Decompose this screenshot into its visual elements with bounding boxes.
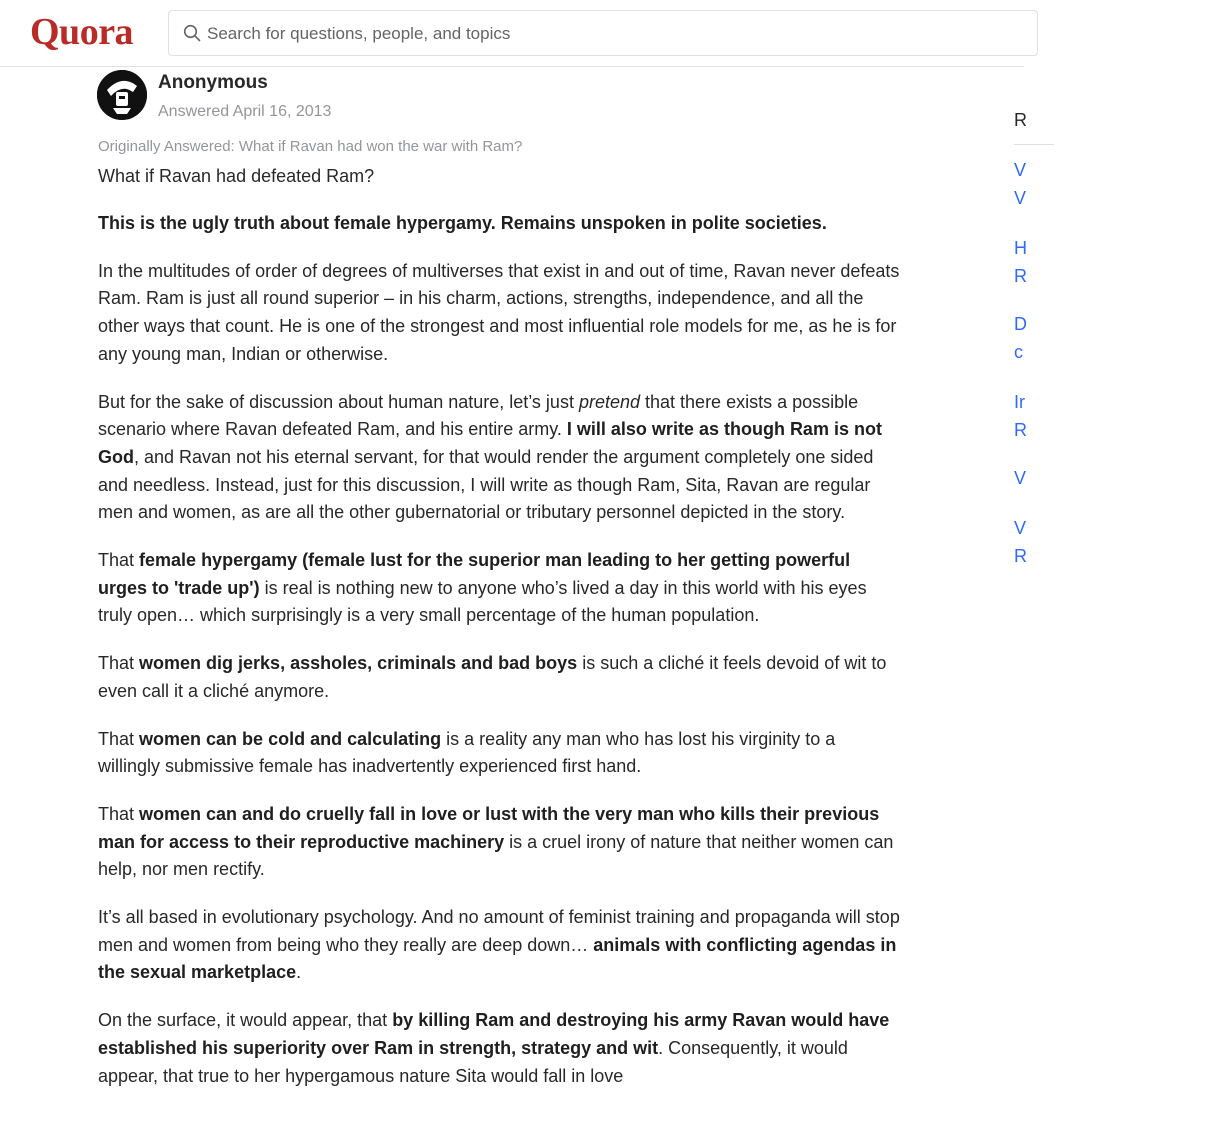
text: is a cruel irony of nature that neither women can help, nor men rectify. <box>98 831 894 880</box>
paragraph-5 <box>98 650 900 705</box>
paragraph-1 <box>98 210 900 238</box>
bold-text: by killing Ram and destroying his army Ravan would have established his superiority over Ram in strength, strategy and wit <box>98 1010 890 1058</box>
related-link[interactable]: D <box>1014 314 1027 334</box>
bold-text: women dig jerks, assholes, criminals and bad boys <box>139 653 578 674</box>
related-link[interactable]: V <box>1014 188 1027 208</box>
bold-text: I will also write as though Ram is not God <box>98 419 882 467</box>
italic-text: pretend <box>578 391 641 412</box>
bold-text: women can be cold and calculating <box>139 728 442 749</box>
paragraph-4 <box>98 547 900 630</box>
related-link[interactable]: R <box>1014 420 1027 440</box>
text: On the surface, it would appear, that <box>98 1010 393 1031</box>
paragraph-7 <box>98 801 900 884</box>
search-bar[interactable] <box>168 10 1038 56</box>
sidebar-divider <box>1014 144 1054 145</box>
text: . Consequently, it would appear, that true to her hypergamous nature Sita would fall in love <box>98 1037 848 1086</box>
bold-text: women can and do cruelly fall in love or lust with the very man who kills their previous man for access to their reproductive machinery <box>98 803 880 852</box>
question-title[interactable]: What if Ravan had defeated Ram? <box>98 166 375 186</box>
text: is real is nothing new to anyone who’s lived a day in this world with his eyes truly open… which surprisingly is a very small percentage of the human population. <box>98 577 867 626</box>
text: That <box>98 803 140 824</box>
paragraph-9 <box>98 1007 900 1090</box>
paragraph-3 <box>98 389 900 528</box>
quora-logo[interactable]: Quora <box>30 11 134 53</box>
answer-date[interactable]: Answered April 16, 2013 <box>158 103 332 120</box>
text: . <box>296 962 302 983</box>
related-link[interactable]: R <box>1014 266 1027 286</box>
search-icon <box>183 24 201 42</box>
paragraph-8 <box>98 904 900 987</box>
text: That <box>98 653 140 674</box>
bold-text: animals with conflicting agendas in the sexual marketplace <box>98 934 897 983</box>
search-input[interactable] <box>207 21 907 47</box>
text: is such a cliché it feels devoid of wit to even call it a cliché anymore. <box>98 653 887 701</box>
author-name[interactable]: Anonymous <box>158 72 268 93</box>
text: that there exists a possible scenario where Ravan defeated Ram, and his entire army. <box>98 391 859 440</box>
bold-text: This is the ugly truth about female hypergamy. Remains unspoken in polite societies. <box>98 213 827 233</box>
text: In the multitudes of order of degrees of multiverses that exist in and out of time, Ravan never defeats Ram. Ram is just all round superior – in his charm, actions, strengths, independence, and all the other ways that count. He is one of the strongest and most influential role models for me, as he is for any young man, Indian or otherwise. <box>98 260 900 364</box>
bold-text: female hypergamy (female lust for the superior man leading to her getting powerful urges to 'trade up') <box>98 550 851 598</box>
paragraph-2 <box>98 258 900 369</box>
text: , and Ravan not his eternal servant, for that would render the argument completely one sided and needless. Instead, just for this discussion, I will write as though Ram, Sita, Ravan are regular men and women, as are all the other gubernatorial or tributary personnel depicted in the story. <box>98 446 874 523</box>
originally-answered[interactable]: Originally Answered: What if Ravan had won the war with Ram? <box>98 138 523 155</box>
related-link[interactable]: H <box>1014 238 1027 258</box>
text: That <box>98 550 140 571</box>
avatar[interactable] <box>97 70 147 120</box>
related-link[interactable]: V <box>1014 468 1027 488</box>
sidebar-heading: R <box>1014 110 1027 130</box>
text: That <box>98 728 140 749</box>
related-link[interactable]: c <box>1014 342 1023 362</box>
text: It’s all based in evolutionary psychology. And no amount of feminist training and propaganda will stop men and women from being who they really are deep down… <box>98 907 900 955</box>
text: is a reality any man who has lost his virginity to a willingly submissive female has inadvertently experienced first hand. <box>98 728 836 777</box>
related-link[interactable]: V <box>1014 518 1027 538</box>
anonymous-avatar-icon <box>97 70 147 120</box>
text: But for the sake of discussion about human nature, let’s just <box>98 391 579 412</box>
paragraph-6 <box>98 726 900 781</box>
related-link[interactable]: V <box>1014 160 1027 180</box>
answer-body <box>98 210 900 1110</box>
related-link[interactable]: R <box>1014 546 1027 566</box>
top-header <box>0 0 1024 67</box>
related-link[interactable]: Ir <box>1014 392 1025 412</box>
